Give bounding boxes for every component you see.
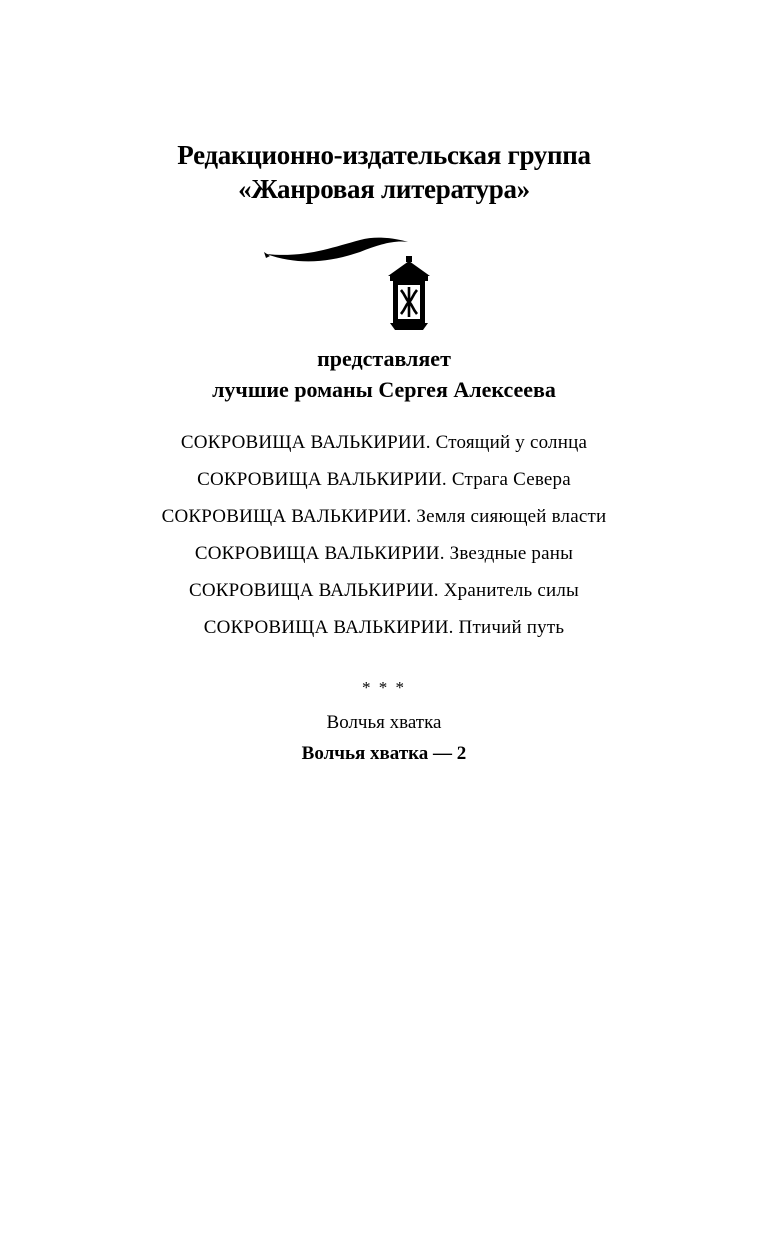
series-title: Земля сияющей власти (416, 506, 607, 527)
series-prefix: СОКРОВИЩА ВАЛЬКИРИИ. (180, 432, 431, 453)
series-prefix: СОКРОВИЩА ВАЛЬКИРИИ. (203, 617, 454, 638)
lantern-logo-icon (260, 232, 440, 336)
presents-line-2: лучшие романы Сергея Алексеева (212, 377, 556, 402)
series-title: Стоящий у солнца (435, 432, 588, 453)
series-list (0, 424, 768, 646)
series-prefix: СОКРОВИЩА ВАЛЬКИРИИ. (197, 469, 447, 490)
list-item (0, 461, 768, 498)
series-title: Хранитель силы (443, 580, 579, 601)
publisher-line-1: Редакционно-издательская группа (177, 140, 591, 170)
publisher-heading (0, 138, 768, 206)
presents-line-1: представляет (317, 346, 451, 371)
separator: * * * (362, 678, 406, 697)
publisher-line-2: «Жанровая литература» (238, 174, 530, 204)
series-prefix: СОКРОВИЩА ВАЛЬКИРИИ. (161, 506, 412, 527)
book-title-wolf-grip: Волчья хватка (326, 712, 442, 733)
presents-heading (0, 343, 768, 405)
series-title: Птичий путь (458, 617, 565, 638)
series-title: Страга Севера (451, 469, 571, 490)
list-item (0, 609, 768, 646)
list-item (0, 424, 768, 461)
list-item (0, 535, 768, 572)
series-prefix: СОКРОВИЩА ВАЛЬКИРИИ. (188, 580, 439, 601)
series-prefix: СОКРОВИЩА ВАЛЬКИРИИ. (194, 543, 445, 564)
list-item (0, 498, 768, 535)
list-item (0, 572, 768, 609)
book-title-wolf-grip-2: Волчья хватка — 2 (301, 743, 467, 764)
series-title: Звездные раны (449, 543, 574, 564)
